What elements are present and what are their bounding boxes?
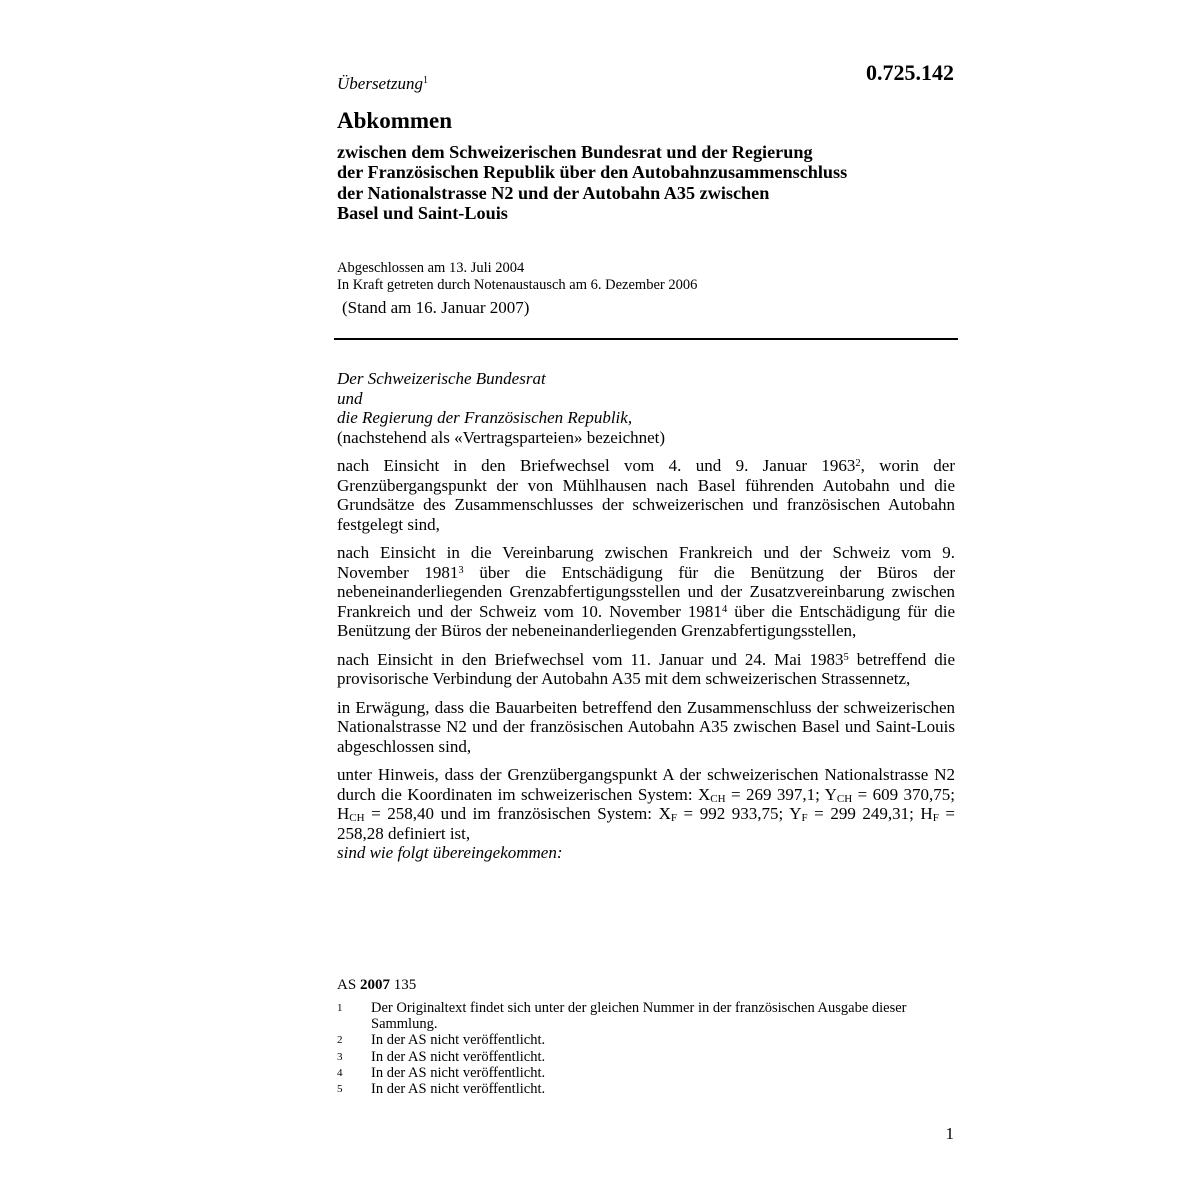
footnote [337,1081,957,1097]
preamble-paragraph-4: in Erwägung, dass die Bauarbeiten betreffend den Zusammenschluss der schweizerischen Nationalstrasse N2 und der französischen Autobahn A35 zwischen Basel und Saint-Louis abgeschlossen sind, [337,697,955,756]
preamble-closing: sind wie folgt übereingekommen: [337,843,563,862]
paragraph-text: = 258,40 und im französischen System: X [364,804,671,823]
footnote-number: 3 [337,1050,343,1063]
footnote-number: 2 [337,1034,343,1047]
preamble [337,369,955,863]
footnote-number: 4 [337,1066,343,1079]
translation-label [337,74,428,94]
paragraph-text: über die Entschädigung für die Benützung der Büros der nebeneinanderliegenden Grenzabfertigungsstellen und der Zusatzvereinbarung zwischen Frankreich und der Schweiz vom 10. November 1981 [337,562,955,621]
footnote [337,1065,957,1081]
footnotes [337,1000,957,1097]
subtitle-line: zwischen dem Schweizerischen Bundesrat und der Regierung [337,142,813,162]
paragraph-text: über die Entschädigung für die Benützung der Büros der nebeneinanderliegenden Grenzabfertigungsstellen, [337,601,955,640]
header-divider [334,338,958,340]
document-title: Abkommen [337,108,453,133]
sr-number: 0.725.142 [866,60,954,85]
paragraph-text: = 299 249,31; H [807,804,933,823]
parties-designation: (nachstehend als «Vertragsparteien» bezeichnet) [337,427,666,447]
footnote-ref-2[interactable]: 2 [855,458,861,469]
coordinate-subscript: F [801,812,808,824]
coordinate-subscript: CH [349,812,365,824]
treaty-dates [337,260,697,294]
concluded-date: Abgeschlossen am 13. Juli 2004 [337,260,525,276]
preamble-paragraph-5 [337,765,955,843]
footnote-number: 1 [337,1002,343,1014]
paragraph-text: unter Hinweis, dass der Grenzübergangspunkt A der schweizerischen Nationalstrasse N2 durch die Koordinaten im schweizerischen System: X [337,765,955,804]
paragraph-text: = 992 933,75; Y [676,804,802,823]
collection-prefix: AS [337,977,357,993]
footnote-text: Der Originaltext findet sich unter der gleichen Nummer in der französischen Ausgabe dieser Sammlung. [371,1000,907,1033]
paragraph-text: nach Einsicht in die Vereinbarung zwischen Frankreich und der Schweiz vom 9. November 1981 [337,543,955,582]
footnote-text: In der AS nicht veröffentlicht. [371,1064,546,1081]
footnote-text: In der AS nicht veröffentlicht. [371,1048,546,1065]
preamble-paragraph-3 [337,650,955,689]
footnote-ref-5[interactable]: 5 [843,651,849,663]
party-2: die Regierung der Französischen Republik, [337,408,633,427]
paragraph-text: nach Einsicht in den Briefwechsel vom 11. Januar und 24. Mai 1983 [337,649,844,669]
footnote [337,1049,957,1065]
footnote [337,1032,957,1048]
party-1: Der Schweizerische Bundesrat [337,369,546,388]
preamble-paragraph-1 [337,456,955,534]
subtitle-line: Basel und Saint-Louis [337,202,508,223]
footnote-ref-4[interactable]: 4 [721,603,728,615]
translation-text: Übersetzung [337,74,423,93]
preamble-paragraph-2 [337,543,955,641]
collection-page: 135 [393,977,417,993]
document-subtitle [337,142,957,223]
paragraph-text: betreffend die provisorische Verbindung der Autobahn A35 mit dem schweizerischen Strassennetz, [337,649,955,688]
coordinate-subscript: CH [836,792,853,805]
footnote-ref-1[interactable]: 1 [422,75,428,86]
footnote-text: In der AS nicht veröffentlicht. [371,1081,546,1098]
coordinate-subscript: F [932,812,939,824]
paragraph-text: = 609 370,75; H [337,784,955,823]
paragraph-text: = 258,28 definiert ist, [337,804,955,843]
status-date: (Stand am 16. Januar 2007) [342,298,530,317]
paragraph-text: nach Einsicht in den Briefwechsel vom 4. und 9. Januar 1963 [337,456,856,475]
coordinate-subscript: F [670,812,677,824]
collection-year: 2007 [359,977,390,993]
footnote-text: In der AS nicht veröffentlicht. [371,1032,546,1049]
paragraph-text: = 269 397,1; Y [725,784,837,804]
official-collection-reference [337,977,416,994]
page-number: 1 [945,1124,954,1143]
subtitle-line: der Nationalstrasse N2 und der Autobahn A35 zwischen [337,182,770,203]
party-conjunction: und [337,388,363,408]
footnote-ref-3[interactable]: 3 [458,564,464,576]
paragraph-text: , worin der Grenzübergangspunkt der von Mühlhausen nach Basel führenden Autobahn und die Grundsätze des Zusammenschlusses der schweizerischen und französischen Autobahn festgelegt sind, [337,456,955,534]
footnote-number: 5 [337,1083,343,1096]
in-force-date: In Kraft getreten durch Notenaustausch am 6. Dezember 2006 [337,277,698,293]
footnote [337,1000,957,1032]
coordinate-subscript: CH [710,792,726,805]
subtitle-line: der Französischen Republik über den Autobahnzusammenschluss [337,162,848,183]
